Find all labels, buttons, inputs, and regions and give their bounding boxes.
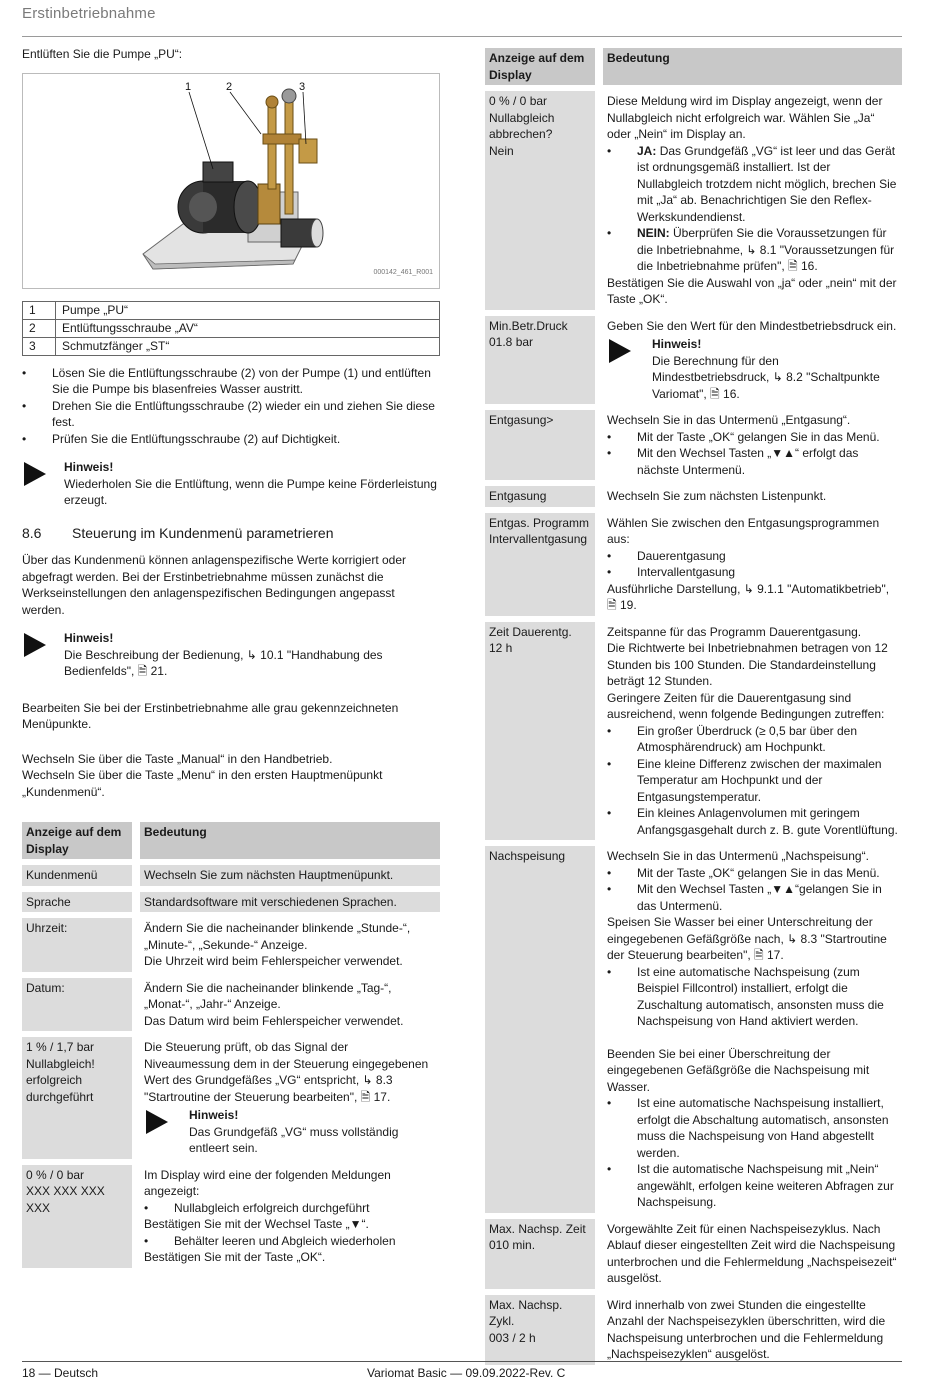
table-value [603, 513, 902, 616]
key-line: erfolgreich [26, 1073, 83, 1087]
list-item: • Mit der Taste „OK“ gelangen Sie in das Menü. [607, 865, 898, 882]
table-key [22, 1037, 132, 1159]
callout-3: 3 [299, 80, 306, 93]
header-divider [22, 36, 902, 37]
key-line: Min.Betr.Druck [489, 318, 568, 333]
key-line: 0 % / 0 bar [26, 1167, 85, 1182]
table-value: Wechseln Sie zum nächsten Listenpunkt. [603, 486, 902, 507]
table-row [22, 865, 440, 886]
option-label: JA: [637, 143, 657, 158]
list-item: • Drehen Sie die Entlüftungsschraube (2) wieder ein und ziehen Sie diese fest. [22, 398, 440, 431]
footer-document-info: Variomat Basic — 09.09.2022-Rev. C [367, 1366, 566, 1380]
table-value [603, 622, 902, 841]
table-row [485, 316, 902, 405]
legend-text: Entlüftungsschraube „AV“ [56, 319, 440, 337]
value-line: Wechseln Sie in das Untermenü „Entgasung“. [607, 413, 851, 427]
display-table-right [485, 42, 902, 1371]
right-column [485, 46, 902, 1371]
hint-arrow-icon [609, 339, 631, 363]
key-line: 003 / 2 h [489, 1330, 536, 1345]
table-key [485, 1219, 595, 1289]
value-line: Die Steuerung prüft, ob das Signal der Niveaumessung dem in der Steuerung eingegebenen Wert des Grundgefäßes „VG“ entspricht, ↳ 8.3 "Startroutine der Steuerung bearbeiten", 🗎 17. [144, 1040, 429, 1104]
table-row [485, 486, 902, 507]
table-row [22, 978, 440, 1032]
table-key: Sprache [22, 892, 132, 913]
key-line: Max. Nachsp. Zykl. [489, 1297, 563, 1328]
key-line: XXX XXX XXX XXX [26, 1184, 105, 1215]
table-header-value: Bedeutung [603, 48, 902, 85]
legend-num: 2 [23, 319, 56, 337]
table-header-row [22, 822, 440, 859]
legend-text: Pumpe „PU“ [56, 301, 440, 319]
list-item: • Ein kleines Anlagenvolumen mit geringem Anfangsgasgehalt durch z. B. gute Vorentlüftung. [607, 805, 898, 838]
list-item: • Intervallentgasung [607, 564, 898, 581]
table-value [603, 91, 902, 310]
list-item: • Mit der Taste „OK“ gelangen Sie in das Menü. [607, 429, 898, 446]
table-key [485, 513, 595, 616]
table-row [22, 918, 440, 972]
option-text: Überprüfen Sie die Voraussetzungen für die Inbetriebnahme, ↳ 8.1 "Voraussetzungen für die Inbetriebnahme prüfen", 🗎 16. [637, 226, 895, 273]
pump-illustration [23, 74, 439, 288]
list-item: • Ist eine automatische Nachspeisung installiert, erfolgt die Abschaltung automatisch, ansonsten muss die Nachspeisung von Hand abgestellt werden. [607, 1095, 898, 1161]
table-value [140, 1037, 440, 1159]
table-row [485, 513, 902, 616]
list-item: • Mit den Wechsel Tasten „▼▲“gelangen Sie in das Untermenü. [607, 881, 898, 914]
key-line: 01.8 bar [489, 335, 534, 349]
table-key [485, 1295, 595, 1365]
hint-title: Hinweis! [64, 631, 114, 645]
table-row [485, 846, 902, 1213]
table-row [22, 1037, 440, 1159]
value-line: Bestätigen Sie die Auswahl von „ja“ oder „nein“ mit der Taste „OK“. [607, 275, 897, 306]
hint-note [144, 1107, 436, 1157]
hint-arrow-icon [24, 462, 46, 486]
hint-text: Die Beschreibung der Bedienung, ↳ 10.1 "Handhabung des Bedienfelds", 🗎 21. [64, 647, 383, 678]
table-value: Vorgewählte Zeit für einen Nachspeisezyklus. Nach Ablauf dieser eingestellten Zeit wird die Nachspeisung unterbrochen und die Fehlermeldung „Nachspeisezeit“ ausgelöst. [603, 1219, 902, 1289]
legend-row [23, 319, 440, 337]
value-line: Ausführliche Darstellung, ↳ 9.1.1 "Automatikbetrieb", 🗎 19. [607, 581, 890, 612]
table-key: Kundenmenü [22, 865, 132, 886]
value-line: Wählen Sie zwischen den Entgasungsprogrammen aus: [607, 515, 880, 546]
table-row [22, 892, 440, 913]
paragraph: Bearbeiten Sie bei der Erstinbetriebnahme alle grau gekennzeichneten Menüpunkte. [22, 700, 399, 731]
table-value [140, 918, 440, 972]
value-line: Geben Sie den Wert für den Mindestbetriebsdruck ein. [607, 318, 897, 333]
legend-num: 1 [23, 301, 56, 319]
hint-title: Hinweis! [64, 460, 114, 474]
table-value: Standardsoftware mit verschiedenen Sprachen. [140, 892, 440, 913]
table-row [485, 1295, 902, 1365]
footer-divider [22, 1361, 902, 1362]
table-key: Nachspeisung [485, 846, 595, 1213]
table-key [485, 91, 595, 310]
list-item: • Ein großer Überdruck (≥ 0,5 bar über den Atmosphärendruck) am Hochpunkt. [607, 723, 898, 756]
option-label: NEIN: [637, 226, 670, 240]
section-text: Über das Kundenmenü können anlagenspezifische Werte korrigiert oder abgefragt werden. Bei der Erstinbetriebnahme müssen zunächst die Werkseinstellungen den anlagenspezifischen Bedingungen angepasst werden. [22, 553, 407, 617]
table-value: Wechseln Sie zum nächsten Hauptmenüpunkt. [140, 865, 440, 886]
list-item: • Mit den Wechsel Tasten „▼▲“ erfolgt das nächste Untermenü. [607, 445, 898, 478]
value-line: Geringere Zeiten für die Dauerentgasung sind ausreichend, wenn folgende Bedingungen zutreffen: [607, 690, 885, 721]
value-line: Im Display wird eine der folgenden Meldungen angezeigt: [144, 1167, 391, 1198]
list-item: • Dauerentgasung [607, 548, 898, 565]
table-header-key: Anzeige auf dem Display [22, 822, 132, 859]
key-line: durchgeführt [26, 1089, 94, 1104]
list-item: • Lösen Sie die Entlüftungsschraube (2) von der Pumpe (1) und entlüften Sie die Pumpe bis blasenfreies Wasser austritt. [22, 365, 440, 398]
value-line: Die Richtwerte bei Inbetriebnahmen betragen von 12 Stunden bis 100 Stunden. Die Standardeinstellung beträgt 12 Stunden. [607, 641, 888, 688]
list-item [607, 143, 898, 226]
value-line: Zeitspanne für das Programm Dauerentgasung. [607, 624, 862, 639]
table-value [603, 846, 902, 1213]
key-line: Zeit Dauerentg. [489, 624, 572, 639]
table-value [140, 978, 440, 1032]
table-row [485, 91, 902, 310]
key-line: Max. Nachsp. Zeit [489, 1221, 586, 1236]
key-line: Nullabgleich! [26, 1056, 95, 1071]
table-value: Wird innerhalb von zwei Stunden die eingestellte Anzahl der Nachspeisezyklen überschritten, wird die Nachspeisung unterbrochen und die Fehlermeldung „Nachspeisezyklen“ ausgelöst. [603, 1295, 902, 1365]
pump-figure [22, 73, 440, 289]
footer-page-number: 18 — Deutsch [22, 1366, 99, 1380]
key-line: 12 h [489, 641, 513, 655]
legend-table [22, 301, 440, 356]
display-table-left [22, 816, 440, 1274]
table-row [485, 622, 902, 841]
left-column [22, 46, 440, 1274]
table-row [22, 1165, 440, 1268]
table-key: Uhrzeit: [22, 918, 132, 972]
hint-title: Hinweis! [652, 337, 702, 351]
key-line: 0 % / 0 bar [489, 94, 548, 108]
legend-row [23, 301, 440, 319]
legend-row [23, 337, 440, 355]
list-item: • Ist die automatische Nachspeisung mit „Nein“ angewählt, erfolgen keine weiteren Abfragen zur Nachspeisung. [607, 1161, 898, 1211]
instruction-list [22, 365, 440, 448]
section-title: Steuerung im Kundenmenü parametrieren [72, 524, 334, 541]
figure-code: 000142_461_R001 [373, 269, 433, 276]
hint-arrow-icon [24, 633, 46, 657]
value-line: Das Datum wird beim Fehlerspeicher verwendet. [144, 1013, 404, 1028]
callout-2: 2 [226, 80, 233, 93]
hint-text: Die Berechnung für den Mindestbetriebsdruck, ↳ 8.2 "Schaltpunkte Variomat", 🗎 16. [652, 353, 880, 401]
paragraph: Wechseln Sie über die Taste „Menu“ in den ersten Hauptmenüpunkt „Kundenmenü“. [22, 768, 383, 799]
key-line: Nein [489, 143, 514, 158]
key-line: 1 % / 1,7 bar [26, 1040, 95, 1054]
section-heading [22, 525, 440, 542]
table-key: Entgasung [485, 486, 595, 507]
key-line: 010 min. [489, 1238, 536, 1252]
hint-text: Wiederholen Sie die Entlüftung, wenn die Pumpe keine Förderleistung erzeugt. [64, 476, 437, 507]
hint-text: Das Grundgefäß „VG“ muss vollständig entleert sein. [189, 1124, 399, 1155]
table-row [485, 410, 902, 480]
callout-1: 1 [185, 80, 192, 93]
table-row [485, 1219, 902, 1289]
table-key [485, 622, 595, 841]
key-line: abbrechen? [489, 127, 553, 141]
table-header-key: Anzeige auf dem Display [485, 48, 595, 85]
table-header-value: Bedeutung [140, 822, 440, 859]
table-key: Datum: [22, 978, 132, 1032]
value-line: Beenden Sie bei einer Überschreitung der eingegebenen Gefäßgröße die Nachspeisung mit Wasser. [607, 1046, 870, 1094]
value-line: Bestätigen Sie mit der Taste „OK“. [144, 1250, 326, 1264]
key-line: Nullabgleich [489, 110, 555, 125]
value-line: Diese Meldung wird im Display angezeigt, wenn der Nullabgleich nicht erfolgreich war. Wählen Sie „Ja“ oder „Nein“ im Display an. [607, 94, 883, 141]
table-key [485, 316, 595, 405]
table-value [603, 410, 902, 480]
legend-text: Schmutzfänger „ST“ [56, 337, 440, 355]
value-line: Ändern Sie die nacheinander blinkende „Tag-“, „Monat-“, „Jahr-“ Anzeige. [144, 980, 392, 1011]
table-key: Entgasung> [485, 410, 595, 480]
intro-text: Entlüften Sie die Pumpe „PU“: [22, 47, 183, 61]
hint-note [22, 459, 440, 509]
list-item [607, 225, 898, 275]
hint-title: Hinweis! [189, 1108, 239, 1122]
legend-num: 3 [23, 337, 56, 355]
list-item: • Nullabgleich erfolgreich durchgeführt [144, 1200, 436, 1217]
list-item: • Prüfen Sie die Entlüftungsschraube (2) auf Dichtigkeit. [22, 431, 440, 448]
value-line: Wechseln Sie in das Untermenü „Nachspeisung“. [607, 849, 869, 863]
list-item: • Ist eine automatische Nachspeisung (zum Beispiel Fillcontrol) installiert, erfolgt die Zuschaltung automatisch, ansonsten muss die Nachspeisung von Hand aktiviert werden. [607, 964, 898, 1030]
table-key [22, 1165, 132, 1268]
table-value [603, 316, 902, 405]
list-item: • Behälter leeren und Abgleich wiederholen [144, 1233, 436, 1250]
paragraph: Wechseln Sie über die Taste „Manual“ in den Handbetrieb. [22, 751, 333, 766]
option-text: Das Grundgefäß „VG“ ist leer und das Gerät ist ordnungsgemäß installiert. Ist der Nullabgleich trotzdem nicht möglich, brechen Sie mit „Ja“ ab. Benachrichtigen Sie den Reflex-Werkskundendienst. [637, 143, 897, 224]
page-header-title: Erstinbetriebnahme [22, 5, 156, 22]
value-line: Speisen Sie Wasser bei einer Unterschreitung der eingegebenen Gefäßgröße nach, ↳ 8.3 "Startroutine der Steuerung bearbeiten", 🗎 17. [607, 915, 887, 962]
value-line: Bestätigen Sie mit der Wechsel Taste „▼“. [144, 1217, 369, 1231]
hint-note [22, 630, 440, 680]
value-line: Ändern Sie die nacheinander blinkende „Stunde-“, „Minute-“, „Sekunde-“ Anzeige. [144, 921, 411, 952]
hint-note [607, 336, 898, 402]
key-line: Intervallentgasung [489, 532, 588, 546]
section-number: 8.6 [22, 524, 42, 541]
table-header-row [485, 48, 902, 85]
hint-arrow-icon [146, 1110, 168, 1134]
key-line: Entgas. Programm [489, 515, 590, 530]
value-line: Die Uhrzeit wird beim Fehlerspeicher verwendet. [144, 954, 403, 968]
table-value [140, 1165, 440, 1268]
list-item: • Eine kleine Differenz zwischen der maximalen Temperatur am Hochpunkt und der Entgasungstemperatur. [607, 756, 898, 806]
